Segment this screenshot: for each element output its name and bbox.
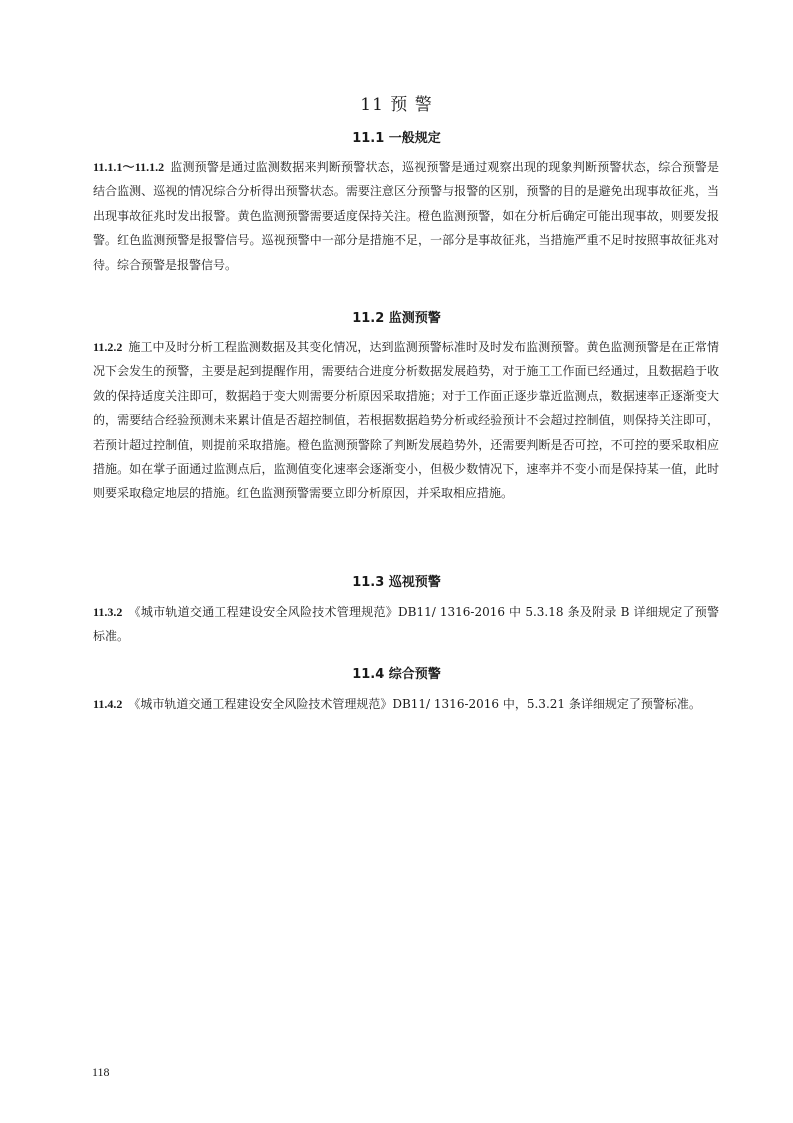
paragraph-text: 监测预警是通过监测数据来判断预警状态，巡视预警是通过观察出现的现象判断预警状态，综合预警是结合监测、巡视的情况综合分析得出预警状态。需要注意区分预警与报警的区别，预警的目的是避免出现事故征兆，当出现事故征兆时发出报警。黄色监测预警需要适度保持关注。橙色监测预警，如在分析后确定可能出现事故，则要发报警。红色监测预警是报警信号。巡视预警中一部分是措施不足，一部分是事故征兆，当措施严重不足时按照事故征兆对待。综合预警是报警信号。 (93, 160, 719, 272)
clause-number: 11.1.1～11.1.2 (93, 160, 165, 174)
paragraph-11-1-1 (93, 155, 719, 277)
section-title-11-1: 11.1 一般规定 (352, 131, 441, 146)
paragraph-11-4-2 (93, 692, 719, 716)
section-title-11-3: 11.3 巡视预警 (352, 575, 441, 590)
section-title-11-2: 11.2 监测预警 (352, 311, 441, 326)
clause-number: 11.4.2 (93, 697, 123, 711)
section-title-11-4: 11.4 综合预警 (352, 667, 441, 682)
paragraph-11-2-2 (93, 335, 719, 506)
clause-number: 11.3.2 (93, 605, 123, 619)
paragraph-text: 《城市轨道交通工程建设安全风险技术管理规范》DB11/ 1316-2016 中 5.3.18 条及附录 B 详细规定了预警标准。 (93, 605, 719, 644)
chapter-title: 11 预 警 (360, 95, 433, 115)
page-number: 118 (92, 1065, 110, 1079)
paragraph-text: 施工中及时分析工程监测数据及其变化情况，达到监测预警标准时及时发布监测预警。黄色监测预警是在正常情况下会发生的预警，主要是起到提醒作用，需要结合进度分析数据发展趋势，对于施工工作面已经通过，且数据趋于收敛的保持适度关注即可，数据趋于变大则需要分析原因采取措施；对于工作面正逐步靠近监测点，数据速率正逐渐变大的，需要结合经验预测未来累计值是否超控制值，若根据数据趋势分析或经验预计不会超过控制值，则保持关注即可，若预计超过控制值，则提前采取措施。橙色监测预警除了判断发展趋势外，还需要判断是否可控，不可控的要采取相应措施。如在掌子面通过监测点后，监测值变化速率会逐渐变小，但极少数情况下，速率并不变小而是保持某一值，此时则要采取稳定地层的措施。红色监测预警需要立即分析原因，并采取相应措施。 (93, 340, 719, 501)
clause-number: 11.2.2 (93, 340, 123, 354)
paragraph-11-3-2 (93, 600, 719, 649)
paragraph-text: 《城市轨道交通工程建设安全风险技术管理规范》DB11/ 1316-2016 中，5.3.21 条详细规定了预警标准。 (128, 697, 701, 711)
